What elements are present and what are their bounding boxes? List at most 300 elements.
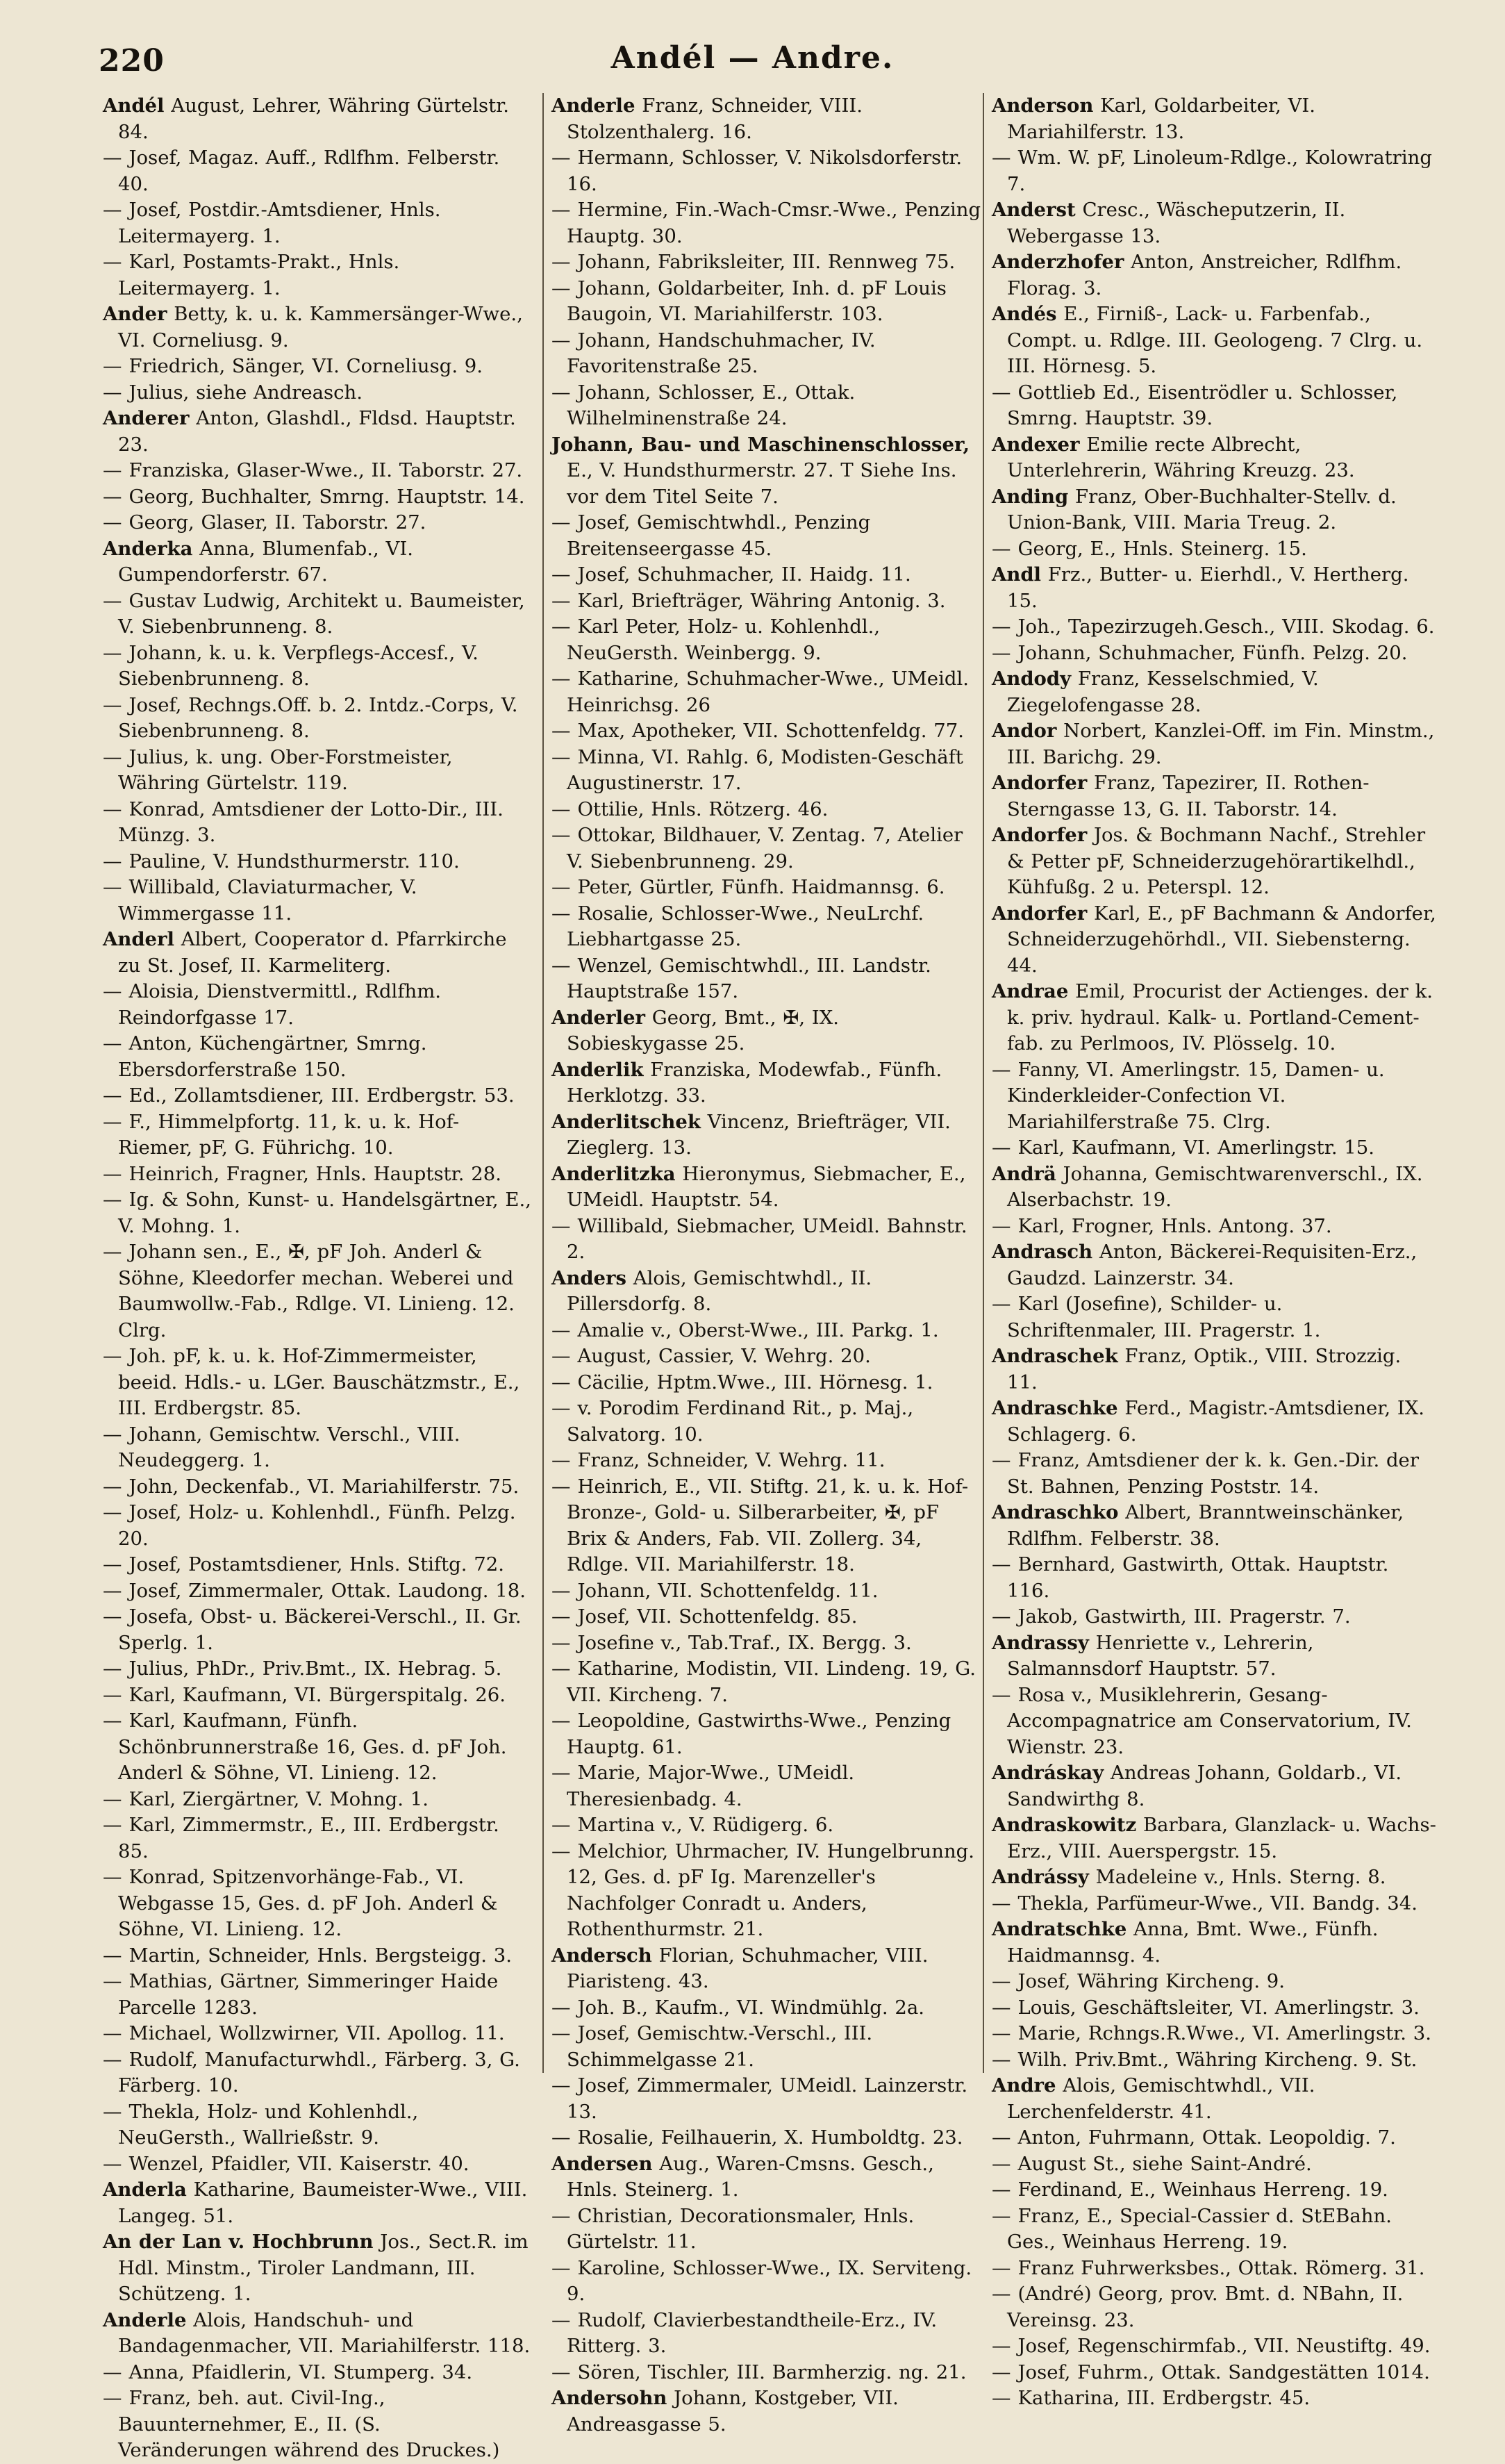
entry-details: Ed., Zollamtsdiener, III. Erdbergstr. 53. <box>128 1084 515 1107</box>
entry-details: Josef, Zimmermaler, UMeidl. Lainzerstr. 13. <box>567 2074 968 2123</box>
directory-entry <box>103 1161 533 1188</box>
entry-details: Franziska, Glaser-Wwe., II. Taborstr. 27. <box>128 459 523 481</box>
continuation-dash: — <box>551 668 571 690</box>
entry-details: Aug., Waren-Cmsns. Gesch., Hnls. Steinerg. 1. <box>567 2152 934 2201</box>
directory-entry <box>551 380 982 432</box>
continuation-dash: — <box>992 1683 1011 1706</box>
directory-entry <box>992 1057 1436 1136</box>
directory-entry <box>551 953 982 1005</box>
entry-details: Marie, Rchngs.R.Wwe., VI. Amerlingstr. 3. <box>1017 2022 1431 2044</box>
entry-surname: Andorfer <box>992 772 1088 794</box>
entry-surname: Andrasch <box>992 1241 1093 1263</box>
directory-entry <box>551 2151 982 2203</box>
directory-entry <box>551 588 982 615</box>
entry-surname: Anderl <box>103 928 174 950</box>
entry-details: Franz, E., Special-Cassier d. StEBahn. Ges., Weinhaus Herreng. 19. <box>1007 2204 1392 2253</box>
continuation-dash: — <box>103 1970 122 1992</box>
entry-details: Wenzel, Pfaidler, VII. Kaiserstr. 40. <box>128 2152 469 2175</box>
directory-entry <box>551 901 982 953</box>
entry-details: Franz, Amtsdiener der k. k. Gen.-Dir. der St. Bahnen, Penzing Poststr. 14. <box>1007 1449 1419 1498</box>
directory-entry <box>551 1995 982 2021</box>
entry-details: Karl, Postamts-Prakt., Hnls. Leitermayerg. 1. <box>118 251 400 299</box>
entry-details: Henriette v., Lehrerin, Salmannsdorf Hauptstr. 57. <box>1007 1631 1314 1680</box>
entry-surname: Andél <box>103 94 165 117</box>
directory-entry <box>992 536 1436 563</box>
entry-details: Thekla, Holz- und Kohlenhdl., NeuGersth., Wallrießstr. 9. <box>118 2100 419 2149</box>
directory-entry <box>103 2047 533 2099</box>
directory-entry <box>551 2256 982 2308</box>
directory-entry <box>103 693 533 745</box>
directory-entry <box>992 2125 1436 2151</box>
entry-details: Michael, Wollzwirner, VII. Apollog. 11. <box>128 2022 505 2044</box>
directory-entry <box>992 1995 1436 2021</box>
directory-entry <box>103 197 533 249</box>
continuation-dash: — <box>551 1579 571 1602</box>
directory-entry <box>551 1109 982 1161</box>
directory-entry <box>551 1656 982 1708</box>
entry-surname: Andor <box>992 720 1057 742</box>
continuation-dash: — <box>103 1579 122 1602</box>
directory-entry <box>992 979 1436 1057</box>
entry-details: Franz, Schneider, VIII. Stolzenthalerg. 16. <box>567 94 863 143</box>
continuation-dash: — <box>551 1762 571 1784</box>
directory-entry <box>992 2047 1436 2074</box>
entry-surname: Ander <box>103 303 167 325</box>
directory-entry <box>992 145 1436 197</box>
entry-surname: Andorfer <box>992 824 1088 846</box>
directory-entry <box>103 1422 533 1474</box>
entry-surname: Anderson <box>992 94 1094 117</box>
continuation-dash: — <box>551 2308 571 2331</box>
directory-entry <box>551 745 982 797</box>
directory-entry <box>103 588 533 640</box>
entry-surname: Anderka <box>103 537 193 560</box>
entry-details: E., V. Hundsthurmerstr. 27. T Siehe Ins. vor dem Titel Seite 7. <box>567 459 957 508</box>
entry-surname: Andre <box>992 2074 1056 2097</box>
entry-surname: Andrä <box>992 1162 1056 1185</box>
entry-details: Josef, Holz- u. Kohlenhdl., Fünfh. Pelzg. 20. <box>118 1501 516 1550</box>
continuation-dash: — <box>551 511 571 534</box>
continuation-dash: — <box>103 485 122 508</box>
continuation-dash: — <box>551 1710 571 1732</box>
entry-details: Joh. B., Kaufm., VI. Windmühlg. 2a. <box>577 1996 924 2019</box>
entry-details: Josefine v., Tab.Traf., IX. Bergg. 3. <box>577 1631 912 1654</box>
entry-surname: Anderzhofer <box>992 251 1124 273</box>
entry-details: Josef, Rechngs.Off. b. 2. Intdz.-Corps, V. Siebenbrunneng. 8. <box>118 693 518 742</box>
directory-entry <box>551 2386 982 2438</box>
continuation-dash: — <box>103 1189 122 1211</box>
directory-entry <box>551 1318 982 1344</box>
entry-details: Franziska, Modewfab., Fünfh. Herklotzg. 33. <box>567 1058 942 1107</box>
directory-entry <box>551 1343 982 1370</box>
continuation-dash: — <box>551 902 571 925</box>
directory-entry <box>992 1630 1436 1682</box>
entry-details: Georg, Buchhalter, Smrng. Hauptstr. 14. <box>128 485 525 508</box>
continuation-dash: — <box>103 876 122 898</box>
directory-entry <box>551 328 982 380</box>
entry-details: Franz, Tapezirer, II. Rothen-Sterngasse 13, G. II. Taborstr. 14. <box>1007 772 1370 820</box>
continuation-dash: — <box>551 381 571 404</box>
entry-details: Alois, Gemischtwhdl., II. Pillersdorfg. 8. <box>567 1266 872 1315</box>
entry-details: Louis, Geschäftsleiter, VI. Amerlingstr. 3. <box>1017 1996 1420 2019</box>
directory-entry <box>992 484 1436 536</box>
entry-details: Melchior, Uhrmacher, IV. Hungelbrunng. 12, Ges. d. pF Ig. Marenzeller's Nachfolger Conradt u. Anders, Rothenthurmstr. 21. <box>567 1839 975 1940</box>
entry-details: August, Lehrer, Währing Gürtelstr. 84. <box>118 94 510 143</box>
page-header <box>0 36 1505 85</box>
continuation-dash: — <box>551 1814 571 1836</box>
continuation-dash: — <box>103 1475 122 1498</box>
entry-details: Karl, Ziergärtner, V. Mohng. 1. <box>128 1787 429 1810</box>
directory-entry <box>551 2308 982 2360</box>
directory-entry <box>551 1474 982 1578</box>
continuation-dash: — <box>992 2283 1011 2305</box>
directory-entry <box>551 1057 982 1109</box>
entry-details: Ottokar, Bildhauer, V. Zentag. 7, Atelier V. Siebenbrunneng. 29. <box>567 824 963 873</box>
continuation-dash: — <box>551 2204 571 2227</box>
entry-surname: Andersohn <box>551 2387 667 2409</box>
entry-details: Georg, E., Hnls. Steinerg. 15. <box>1017 537 1307 560</box>
continuation-dash: — <box>103 2387 122 2409</box>
continuation-dash: — <box>103 2360 122 2383</box>
directory-entry <box>992 432 1436 484</box>
continuation-dash: — <box>103 745 122 768</box>
entry-details: Christian, Decorationsmaler, Hnls. Gürtelstr. 11. <box>567 2204 915 2253</box>
entry-details: Marie, Major-Wwe., UMeidl. Theresienbadg. 4. <box>567 1762 855 1810</box>
directory-entry <box>551 666 982 718</box>
entry-details: August St., siehe Saint-André. <box>1017 2152 1312 2175</box>
directory-entry <box>992 2177 1436 2203</box>
entry-details: Karl, Goldarbeiter, VI. Mariahilferstr. 13. <box>1007 94 1316 143</box>
entry-details: Georg, Bmt., ✠, IX. Sobieskygasse 25. <box>567 1006 840 1055</box>
continuation-dash: — <box>551 1657 571 1680</box>
entry-surname: Andraschke <box>992 1397 1118 1419</box>
directory-entry <box>103 2308 533 2360</box>
entry-details: Katharine, Schuhmacher-Wwe., UMeidl. Heinrichsg. 26 <box>567 668 970 716</box>
entry-details: Josef, Regenschirmfab., VII. Neustiftg. 49. <box>1017 2335 1431 2357</box>
continuation-dash: — <box>551 1345 571 1367</box>
continuation-dash: — <box>992 1058 1011 1081</box>
directory-entry <box>551 276 982 328</box>
continuation-dash: — <box>992 641 1011 664</box>
entry-details: Josef, Fuhrm., Ottak. Sandgestätten 1014. <box>1017 2360 1430 2383</box>
entry-details: Cresc., Wäscheputzerin, II. Webergasse 13. <box>1007 199 1346 247</box>
entry-details: Bernhard, Gastwirth, Ottak. Hauptstr. 116. <box>1007 1553 1389 1602</box>
continuation-dash: — <box>103 251 122 273</box>
directory-entry <box>551 1604 982 1630</box>
entry-details: Martina v., V. Rüdigerg. 6. <box>577 1814 834 1836</box>
directory-entry <box>992 2333 1436 2360</box>
entry-details: Johann, k. u. k. Verpflegs-Accesf., V. Siebenbrunneng. 8. <box>118 641 479 690</box>
directory-entry <box>992 301 1436 380</box>
directory-entry <box>103 1864 533 1943</box>
directory-entry <box>992 1891 1436 1917</box>
entry-surname: Andraschko <box>992 1501 1119 1523</box>
directory-entry <box>551 1448 982 1474</box>
entry-details: Jos., Sect.R. im Hdl. Minstm., Tiroler Landmann, III. Schützeng. 1. <box>118 2231 529 2305</box>
entry-details: Franz, Optik., VIII. Strozzig. 11. <box>1007 1345 1402 1394</box>
directory-entry <box>992 1604 1436 1630</box>
entry-surname: Anders <box>551 1266 627 1289</box>
continuation-dash: — <box>551 589 571 612</box>
directory-entry <box>103 510 533 536</box>
entry-details: Vincenz, Briefträger, VII. Zieglerg. 13. <box>567 1110 951 1159</box>
entry-details: Josefa, Obst- u. Bäckerei-Verschl., II. Gr. Sperlg. 1. <box>118 1605 522 1654</box>
directory-entry <box>551 197 982 249</box>
directory-entry <box>103 1708 533 1787</box>
directory-entry <box>992 1161 1436 1214</box>
entry-details: F., Himmelpfortg. 11, k. u. k. Hof-Riemer, pF, G. Führichg. 10. <box>118 1110 460 1159</box>
continuation-dash: — <box>992 1970 1011 1992</box>
directory-entry <box>103 797 533 849</box>
entry-details: Amalie v., Oberst-Wwe., III. Parkg. 1. <box>577 1318 939 1341</box>
entry-details: Jos. & Bochmann Nachf., Strehler & Petter pF, Schneiderzugehörartikelhdl., Kühfußg. 2 u. Peterspl. 12. <box>1007 824 1426 898</box>
directory-entry <box>103 354 533 380</box>
continuation-dash: — <box>992 1214 1011 1237</box>
directory-entry <box>551 510 982 562</box>
directory-entry <box>551 1161 982 1214</box>
continuation-dash: — <box>551 1631 571 1654</box>
directory-entry <box>103 1552 533 1578</box>
entry-details: Josef, Postdir.-Amtsdiener, Hnls. Leitermayerg. 1. <box>118 199 441 247</box>
entry-details: Johann, Goldarbeiter, Inh. d. pF Louis Baugoin, VI. Mariahilferstr. 103. <box>567 276 947 325</box>
continuation-dash: — <box>103 1866 122 1888</box>
entry-surname: Anderle <box>103 2308 187 2331</box>
directory-entry <box>992 822 1436 901</box>
entry-details: Franz, Schneider, V. Wehrg. 11. <box>577 1449 885 1471</box>
entry-details: Wenzel, Gemischtwhdl., III. Landstr. Hauptstraße 157. <box>567 954 931 1002</box>
entry-details: Josef, Postamtsdiener, Hnls. Stiftg. 72. <box>128 1553 504 1576</box>
entry-surname: Andexer <box>992 433 1080 456</box>
directory-entry <box>551 614 982 666</box>
entry-details: Gottlieb Ed., Eisentrödler u. Schlosser, Smrng. Hauptstr. 39. <box>1007 381 1398 429</box>
entry-details: Ig. & Sohn, Kunst- u. Handelsgärtner, E., V. Mohng. 1. <box>118 1189 531 1237</box>
entry-surname: Anderler <box>551 1006 645 1029</box>
entry-surname: Andraschek <box>992 1345 1118 1367</box>
directory-entry <box>103 301 533 354</box>
continuation-dash: — <box>992 2178 1011 2201</box>
entry-details: Georg, Glaser, II. Taborstr. 27. <box>128 511 426 534</box>
directory-entry <box>551 249 982 276</box>
continuation-dash: — <box>551 199 571 221</box>
continuation-dash: — <box>103 1241 122 1263</box>
entry-details: Albert, Branntweinschänker, Rdlfhm. Felberstr. 38. <box>1007 1501 1404 1550</box>
directory-entry <box>103 1578 533 1605</box>
entry-details: Franz, Kesselschmied, V. Ziegelofengasse 28. <box>1007 668 1319 716</box>
continuation-dash: — <box>103 1423 122 1446</box>
continuation-dash: — <box>103 1683 122 1706</box>
continuation-dash: — <box>103 2152 122 2175</box>
entry-surname: Andrassy <box>992 1631 1089 1654</box>
entry-details: Pauline, V. Hundsthurmerstr. 110. <box>128 850 460 873</box>
entry-details: Sören, Tischler, III. Barmherzig. ng. 21. <box>577 2360 967 2383</box>
continuation-dash: — <box>992 2126 1011 2149</box>
directory-entry <box>992 1214 1436 1240</box>
continuation-dash: — <box>551 251 571 273</box>
directory-entry <box>551 562 982 588</box>
directory-entry <box>992 2386 1436 2412</box>
directory-entry <box>992 1760 1436 1812</box>
directory-entry <box>551 1943 982 1995</box>
continuation-dash: — <box>551 2360 571 2383</box>
entry-details: Karl (Josefine), Schilder- u. Schriftenmaler, III. Pragerstr. 1. <box>1007 1293 1321 1341</box>
entry-surname: Andés <box>992 303 1057 325</box>
entry-details: Rudolf, Manufacturwhdl., Färberg. 3, G. Färberg. 10. <box>118 2048 520 2097</box>
continuation-dash: — <box>551 1397 571 1419</box>
continuation-dash: — <box>103 850 122 873</box>
entry-details: Karl Peter, Holz- u. Kohlenhdl., NeuGersth. Weinbergg. 9. <box>567 615 881 664</box>
continuation-dash: — <box>992 1136 1011 1159</box>
continuation-dash: — <box>551 1605 571 1628</box>
entry-details: Karl, Frogner, Hnls. Antong. 37. <box>1017 1214 1332 1237</box>
continuation-dash: — <box>103 459 122 481</box>
continuation-dash: — <box>103 1605 122 1628</box>
directory-entry <box>103 458 533 484</box>
entry-details: Karl, Kaufmann, VI. Amerlingstr. 15. <box>1017 1136 1375 1159</box>
entry-details: Karl, Kaufmann, Fünfh. Schönbrunnerstraße 16, Ges. d. pF Joh. Anderl & Söhne, VI. Linieng. 12. <box>118 1710 507 1784</box>
directory-entry <box>103 2229 533 2308</box>
entry-details: Josef, VII. Schottenfeldg. 85. <box>577 1605 858 1628</box>
entry-details: E., Firniß-, Lack- u. Farbenfab., Compt. u. Rdlge. III. Geologeng. 7 Clrg. u. III. Hörnesg. 5. <box>1007 303 1423 377</box>
directory-entry <box>551 2021 982 2073</box>
directory-entry <box>551 1708 982 1760</box>
continuation-dash: — <box>103 641 122 664</box>
directory-entry <box>992 770 1436 822</box>
directory-entry <box>551 2073 982 2125</box>
entry-details: Josef, Währing Kircheng. 9. <box>1017 1970 1286 1992</box>
entry-surname: Anderle <box>551 94 635 117</box>
entry-details: Madeleine v., Hnls. Sterng. 8. <box>1095 1866 1386 1888</box>
directory-entry <box>551 797 982 823</box>
entry-details: Rudolf, Clavierbestandtheile-Erz., IV. Ritterg. 3. <box>567 2308 938 2357</box>
directory-entry <box>551 1396 982 1448</box>
entry-details: Johann sen., E., ✠, pF Joh. Anderl & Söhne, Kleedorfer mechan. Weberei und Baumwollw.-Fab., Rdlge. VI. Linieng. 12. Clrg. <box>118 1241 515 1341</box>
entry-details: Anton, Bäckerei-Requisiten-Erz., Gaudzd. Lainzerstr. 34. <box>1007 1241 1417 1289</box>
directory-entry <box>103 745 533 797</box>
directory-entry <box>551 718 982 745</box>
directory-entry <box>992 1239 1436 1291</box>
entry-details: Minna, VI. Rahlg. 6, Modisten-Geschäft Augustinerstr. 17. <box>567 745 963 794</box>
continuation-dash: — <box>103 980 122 1002</box>
entry-details: Julius, k. ung. Ober-Forstmeister, Währing Gürtelstr. 119. <box>118 745 453 794</box>
continuation-dash: — <box>992 1996 1011 2019</box>
continuation-dash: — <box>992 1605 1011 1628</box>
directory-entry <box>551 2360 982 2386</box>
entry-details: Albert, Cooperator d. Pfarrkirche zu St. Josef, II. Karmeliterg. <box>118 928 507 977</box>
directory-entry <box>103 1812 533 1864</box>
continuation-dash: — <box>103 1787 122 1810</box>
directory-entry <box>551 1812 982 1839</box>
directory-entry <box>992 1135 1436 1161</box>
directory-entry <box>103 2021 533 2047</box>
directory-entry <box>103 536 533 588</box>
directory-entry <box>551 1630 982 1657</box>
entry-details: Ferdinand, E., Weinhaus Herreng. 19. <box>1017 2178 1388 2201</box>
entry-details: Friedrich, Sänger, VI. Corneliusg. 9. <box>128 355 483 377</box>
entry-surname: Andersen <box>551 2152 653 2175</box>
entry-surname: Andratschke <box>992 1918 1127 1940</box>
page-number: 220 <box>99 43 165 78</box>
entry-details: Josef, Gemischtw.-Verschl., III. Schimmelgasse 21. <box>567 2022 873 2071</box>
directory-entry <box>103 2177 533 2229</box>
entry-details: Martin, Schneider, Hnls. Bergsteigg. 3. <box>128 1944 512 1967</box>
directory-entry <box>992 380 1436 432</box>
directory-entry <box>992 1343 1436 1396</box>
continuation-dash: — <box>992 2360 1011 2383</box>
entry-details: Anna, Blumenfab., VI. Gumpendorferstr. 67. <box>118 537 413 586</box>
entry-details: Aloisia, Dienstvermittl., Rdlfhm. Reindorfgasse 17. <box>118 980 442 1029</box>
entry-details: Johann, Handschuhmacher, IV. Favoritenstraße 25. <box>567 329 876 377</box>
entry-details: Josef, Gemischtwhdl., Penzing Breitenseergasse 45. <box>567 511 871 560</box>
entry-details: Joh. pF, k. u. k. Hof-Zimmermeister, beeid. Hdls.- u. LGer. Bauschätzmstr., E., III. Erdbergstr. 85. <box>118 1345 520 1419</box>
entry-details: Anna, Pfaidlerin, VI. Stumperg. 34. <box>128 2360 473 2383</box>
entry-surname: Andody <box>992 668 1072 690</box>
continuation-dash: — <box>992 2387 1011 2409</box>
entry-details: Rosalie, Schlosser-Wwe., NeuLrchf. Liebhartgasse 25. <box>567 902 924 950</box>
directory-entry <box>103 1187 533 1239</box>
continuation-dash: — <box>103 2100 122 2123</box>
entry-details: Karl, Briefträger, Währing Antonig. 3. <box>577 589 946 612</box>
entry-details: Franz, Ober-Buchhalter-Stellv. d. Union-Bank, VIII. Maria Treug. 2. <box>1007 485 1397 534</box>
directory-entry <box>551 1760 982 1812</box>
directory-entry <box>992 2203 1436 2256</box>
entry-details: Anton, Glashdl., Fldsd. Hauptstr. 23. <box>118 407 516 456</box>
entry-details: Alois, Handschuh- und Bandagenmacher, VII. Mariahilferstr. 118. <box>118 2308 531 2357</box>
directory-entry <box>992 1448 1436 1500</box>
continuation-dash: — <box>992 2152 1011 2175</box>
entry-surname: Andrássy <box>992 1866 1089 1888</box>
continuation-dash: — <box>992 2335 1011 2357</box>
continuation-dash: — <box>551 1475 571 1498</box>
entry-details: Joh., Tapezirzugeh.Gesch., VIII. Skodag. 6. <box>1017 615 1435 638</box>
directory-entry <box>103 380 533 406</box>
continuation-dash: — <box>103 1814 122 1836</box>
entry-details: Barbara, Glanzlack- u. Wachs-Erz., VIII. Auerspergstr. 15. <box>1007 1814 1436 1862</box>
entry-details: Franz Fuhrwerksbes., Ottak. Römerg. 31. <box>1017 2256 1425 2279</box>
entry-details: Josef, Magaz. Auff., Rdlfhm. Felberstr. 40. <box>118 147 500 195</box>
entry-details: Karl, Zimmermstr., E., III. Erdbergstr. 85. <box>118 1814 499 1862</box>
directory-entry <box>992 2021 1436 2047</box>
continuation-dash: — <box>551 2126 571 2149</box>
entry-details: Andreas Johann, Goldarb., VI. Sandwirthg 8. <box>1007 1762 1402 1810</box>
entry-surname: Anderla <box>103 2178 187 2201</box>
continuation-dash: — <box>103 2022 122 2044</box>
continuation-dash: — <box>551 276 571 299</box>
continuation-dash: — <box>551 2074 571 2097</box>
column-1 <box>103 93 533 2461</box>
directory-entry <box>551 1005 982 1057</box>
entry-details: Heinrich, E., VII. Stiftg. 21, k. u. k. Hof-Bronze-, Gold- u. Silberarbeiter, ✠, pF Brix & Anders, Fab. VII. Zollerg. 34, Rdlge. VII. Mariahilferstr. 18. <box>567 1475 969 1576</box>
directory-entry <box>103 849 533 875</box>
directory-entry <box>992 1552 1436 1604</box>
continuation-dash: — <box>103 693 122 716</box>
entry-details: Katharine, Modistin, VII. Lindeng. 19, G. VII. Kircheng. 7. <box>567 1657 976 1706</box>
continuation-dash: — <box>103 1657 122 1680</box>
directory-entry <box>103 249 533 301</box>
continuation-dash: — <box>103 1345 122 1367</box>
directory-entry <box>992 640 1436 667</box>
entry-surname: Anderlitschek <box>551 1110 701 1133</box>
continuation-dash: — <box>103 1162 122 1185</box>
continuation-dash: — <box>551 797 571 820</box>
directory-entry <box>551 1266 982 1318</box>
entry-details: Julius, PhDr., Priv.Bmt., IX. Hebrag. 5. <box>128 1657 502 1680</box>
continuation-dash: — <box>103 1710 122 1732</box>
entry-details: Willibald, Claviaturmacher, V. Wimmergasse 11. <box>118 876 417 925</box>
entry-details: Hieronymus, Siebmacher, E., UMeidl. Hauptstr. 54. <box>567 1162 966 1211</box>
directory-entry <box>103 2151 533 2178</box>
entry-details: Katharine, Baumeister-Wwe., VIII. Langeg. 51. <box>118 2178 528 2227</box>
directory-entry <box>551 1578 982 1605</box>
